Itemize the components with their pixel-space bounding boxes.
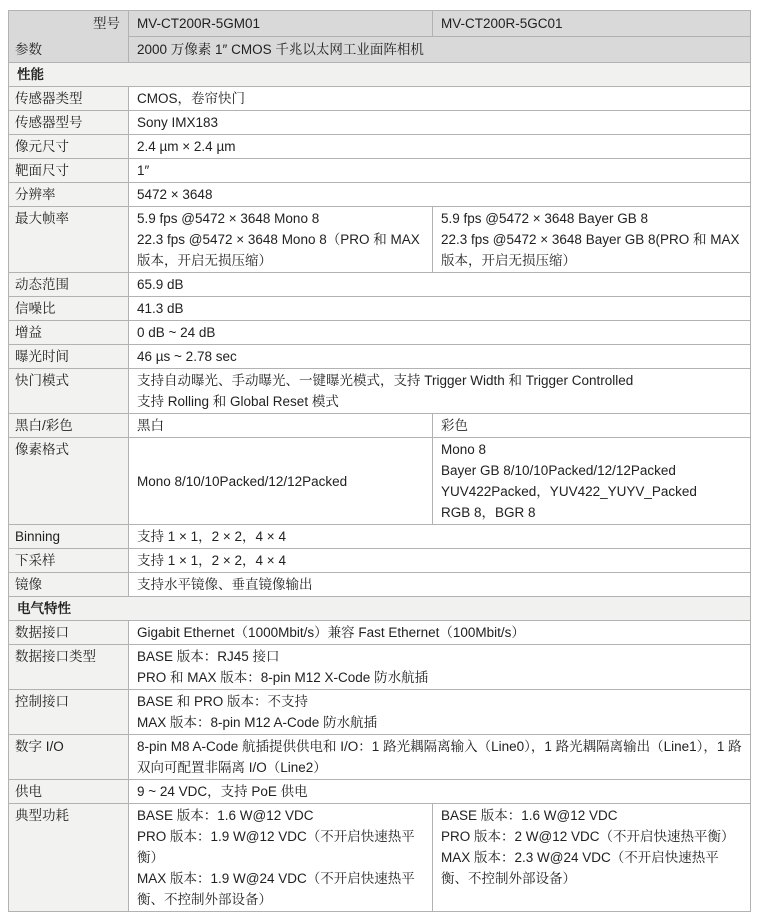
max-frame-rate-color-line2: 22.3 fps @5472 × 3648 Bayer GB 8(PRO 和 MAX 版本，开启无损压缩）	[441, 232, 740, 268]
data-interface-type-label: 数据接口类型	[9, 645, 129, 690]
corner-model-label: 型号	[93, 16, 120, 31]
mono-color-color: 彩色	[433, 414, 751, 438]
data-interface-type-value	[129, 645, 751, 690]
row-pixel-format	[9, 438, 751, 525]
digital-io-label: 数字 I/O	[9, 735, 129, 780]
control-interface-line2: MAX 版本：8-pin M12 A-Code 防水航插	[137, 715, 378, 730]
model-mono: MV-CT200R-5GM01	[129, 11, 433, 37]
digital-io-value: 8-pin M8 A-Code 航插提供供电和 I/O：1 路光耦隔离输入（Line0），1 路光耦隔离输出（Line1），1 路双向可配置非隔离 I/O（Line2）	[129, 735, 751, 780]
section-performance	[9, 63, 751, 87]
max-frame-rate-mono-line2: 22.3 fps @5472 × 3648 Mono 8（PRO 和 MAX 版本，开启无损压缩）	[137, 232, 420, 268]
binning-value: 支持 1 × 1，2 × 2，4 × 4	[129, 525, 751, 549]
mono-color-label: 黑白/彩色	[9, 414, 129, 438]
data-interface-type-line2: PRO 和 MAX 版本：8-pin M12 X-Code 防水航插	[137, 670, 429, 685]
row-decimation	[9, 549, 751, 573]
camera-spec-table	[8, 10, 751, 912]
data-interface-type-line1: BASE 版本：RJ45 接口	[137, 649, 280, 664]
power-consumption-mono	[129, 804, 433, 912]
power-supply-value: 9 ~ 24 VDC，支持 PoE 供电	[129, 780, 751, 804]
power-consumption-mono-line1: BASE 版本：1.6 W@12 VDC	[137, 808, 314, 823]
resolution-value: 5472 × 3648	[129, 183, 751, 207]
power-consumption-mono-line3: MAX 版本：1.9 W@24 VDC（不开启快速热平衡、不控制外部设备）	[137, 871, 415, 907]
dynamic-range-label: 动态范围	[9, 273, 129, 297]
row-max-frame-rate	[9, 207, 751, 273]
row-dynamic-range	[9, 273, 751, 297]
pixel-format-mono: Mono 8/10/10Packed/12/12Packed	[129, 438, 433, 525]
pixel-format-color-line4: RGB 8，BGR 8	[441, 505, 536, 520]
row-gain	[9, 321, 751, 345]
gain-value: 0 dB ~ 24 dB	[129, 321, 751, 345]
control-interface-line1: BASE 和 PRO 版本：不支持	[137, 694, 309, 709]
row-power-supply	[9, 780, 751, 804]
mirror-label: 镜像	[9, 573, 129, 597]
exposure-time-value: 46 µs ~ 2.78 sec	[129, 345, 751, 369]
sensor-format-value: 1″	[129, 159, 751, 183]
max-frame-rate-mono	[129, 207, 433, 273]
max-frame-rate-label: 最大帧率	[9, 207, 129, 273]
row-power-consumption	[9, 804, 751, 912]
row-data-interface-type	[9, 645, 751, 690]
model-color: MV-CT200R-5GC01	[433, 11, 751, 37]
mirror-value: 支持水平镜像、垂直镜像输出	[129, 573, 751, 597]
row-binning	[9, 525, 751, 549]
sensor-format-label: 靶面尺寸	[9, 159, 129, 183]
section-performance-title: 性能	[9, 63, 751, 87]
row-sensor-type	[9, 87, 751, 111]
header-row-models	[9, 11, 751, 37]
decimation-value: 支持 1 × 1，2 × 2，4 × 4	[129, 549, 751, 573]
section-electrical-title: 电气特性	[9, 597, 751, 621]
gain-label: 增益	[9, 321, 129, 345]
pixel-format-color-line1: Mono 8	[441, 442, 487, 457]
data-interface-value: Gigabit Ethernet（1000Mbit/s）兼容 Fast Ethernet（100Mbit/s）	[129, 621, 751, 645]
row-resolution	[9, 183, 751, 207]
row-digital-io	[9, 735, 751, 780]
row-snr	[9, 297, 751, 321]
dynamic-range-value: 65.9 dB	[129, 273, 751, 297]
pixel-format-color-line3: YUV422Packed，YUV422_YUYV_Packed	[441, 484, 697, 499]
mono-color-mono: 黑白	[129, 414, 433, 438]
sensor-type-label: 传感器类型	[9, 87, 129, 111]
control-interface-label: 控制接口	[9, 690, 129, 735]
sensor-model-label: 传感器型号	[9, 111, 129, 135]
row-data-interface	[9, 621, 751, 645]
corner-param-label: 参数	[15, 42, 42, 57]
shutter-mode-value	[129, 369, 751, 414]
section-electrical	[9, 597, 751, 621]
pixel-size-value: 2.4 µm × 2.4 µm	[129, 135, 751, 159]
control-interface-value	[129, 690, 751, 735]
row-sensor-format	[9, 159, 751, 183]
row-mirror	[9, 573, 751, 597]
row-mono-color	[9, 414, 751, 438]
max-frame-rate-color	[433, 207, 751, 273]
shutter-mode-label: 快门模式	[9, 369, 129, 414]
power-consumption-color	[433, 804, 751, 912]
sensor-model-value: Sony IMX183	[129, 111, 751, 135]
pixel-format-color	[433, 438, 751, 525]
row-sensor-model	[9, 111, 751, 135]
power-consumption-mono-line2: PRO 版本：1.9 W@12 VDC（不开启快速热平衡）	[137, 829, 415, 865]
shutter-mode-line1: 支持自动曝光、手动曝光、一键曝光模式，支持 Trigger Width 和 Trigger Controlled	[137, 373, 634, 388]
power-consumption-label: 典型功耗	[9, 804, 129, 912]
camera-description: 2000 万像素 1″ CMOS 千兆以太网工业面阵相机	[129, 37, 751, 63]
corner-cell	[9, 11, 129, 63]
snr-value: 41.3 dB	[129, 297, 751, 321]
row-pixel-size	[9, 135, 751, 159]
snr-label: 信噪比	[9, 297, 129, 321]
power-supply-label: 供电	[9, 780, 129, 804]
power-consumption-color-line1: BASE 版本：1.6 W@12 VDC	[441, 808, 618, 823]
resolution-label: 分辨率	[9, 183, 129, 207]
pixel-size-label: 像元尺寸	[9, 135, 129, 159]
row-control-interface	[9, 690, 751, 735]
max-frame-rate-color-line1: 5.9 fps @5472 × 3648 Bayer GB 8	[441, 211, 648, 226]
exposure-time-label: 曝光时间	[9, 345, 129, 369]
max-frame-rate-mono-line1: 5.9 fps @5472 × 3648 Mono 8	[137, 211, 320, 226]
pixel-format-label: 像素格式	[9, 438, 129, 525]
decimation-label: 下采样	[9, 549, 129, 573]
shutter-mode-line2: 支持 Rolling 和 Global Reset 模式	[137, 394, 339, 409]
power-consumption-color-line2: PRO 版本：2 W@12 VDC（不开启快速热平衡）	[441, 829, 735, 844]
data-interface-label: 数据接口	[9, 621, 129, 645]
row-shutter-mode	[9, 369, 751, 414]
sensor-type-value: CMOS，卷帘快门	[129, 87, 751, 111]
pixel-format-color-line2: Bayer GB 8/10/10Packed/12/12Packed	[441, 463, 676, 478]
row-exposure-time	[9, 345, 751, 369]
power-consumption-color-line3: MAX 版本：2.3 W@24 VDC（不开启快速热平衡、不控制外部设备）	[441, 850, 719, 886]
binning-label: Binning	[9, 525, 129, 549]
